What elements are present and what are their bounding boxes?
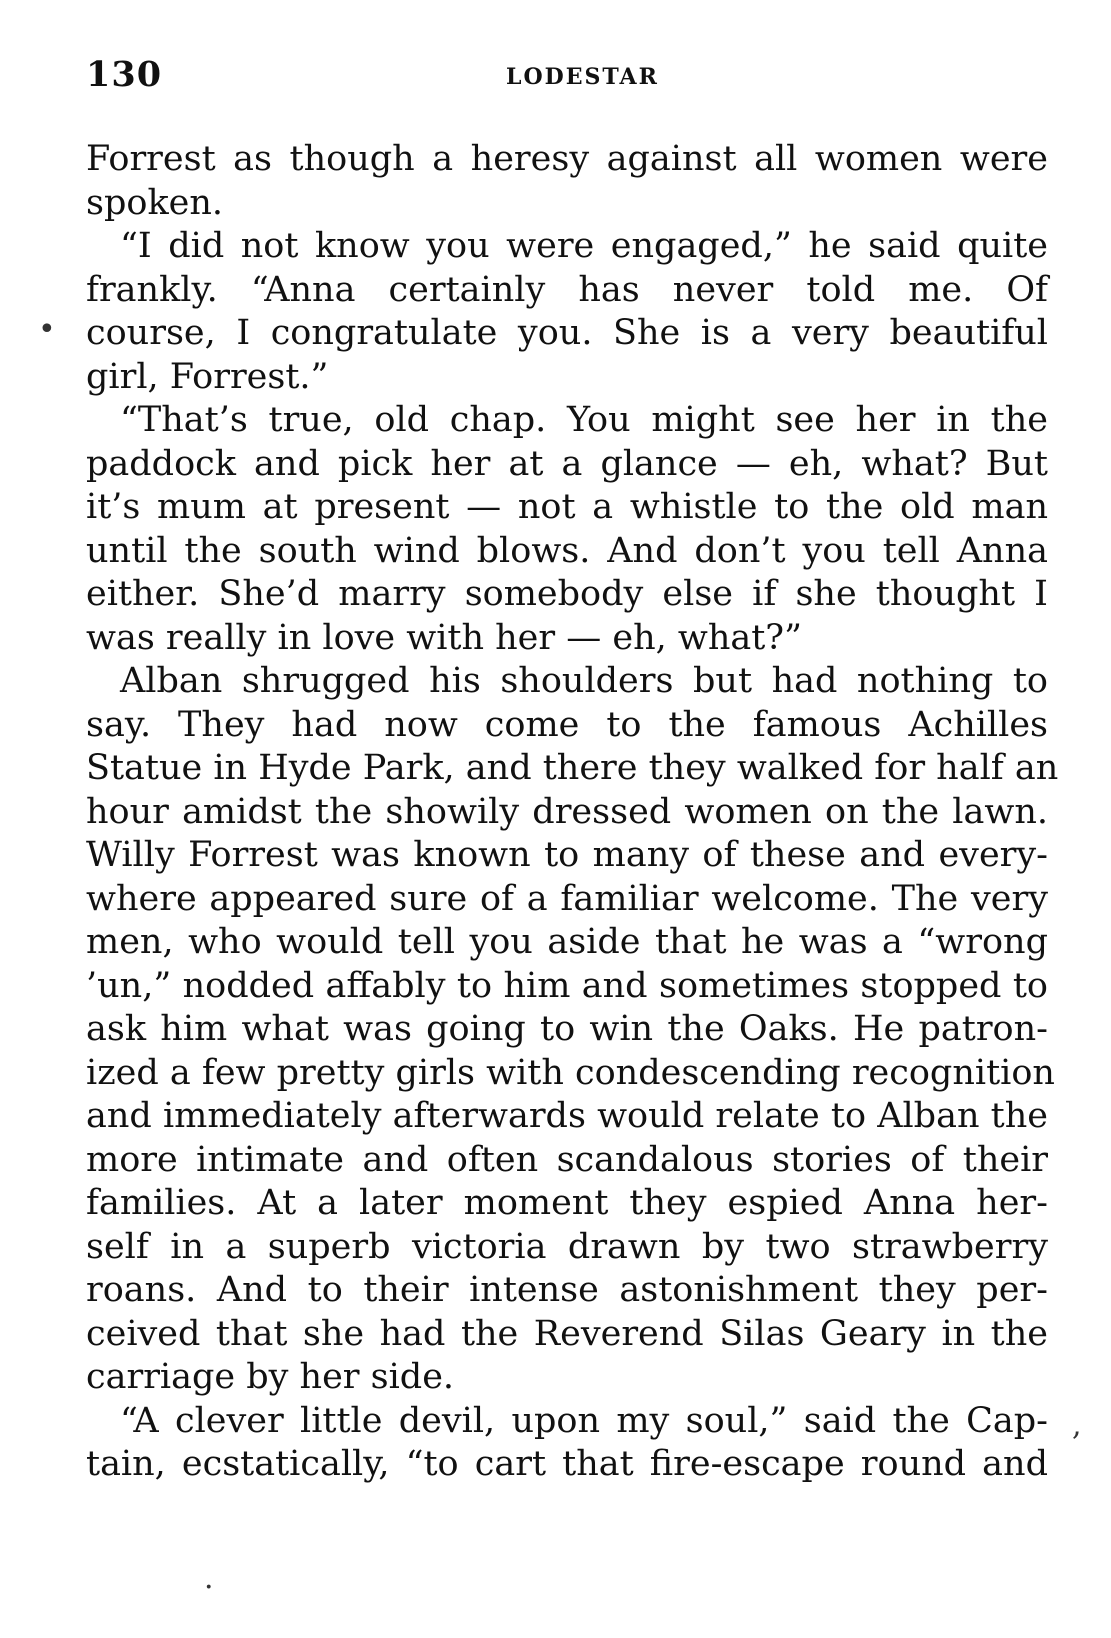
text-line: families. At a later moment they espied Anna her- (86, 1183, 1048, 1223)
margin-speck-right: , (1072, 1408, 1082, 1443)
text-line: Willy Forrest was known to many of these and every- (86, 835, 1048, 875)
text-line: more intimate and often scandalous stories of their (86, 1139, 1048, 1180)
text-line: men, who would tell you aside that he was a “wrong (86, 922, 1048, 962)
text-line: girl, Forrest.” (86, 356, 329, 397)
text-line: frankly. “Anna certainly has never told me. Of (86, 269, 1048, 310)
text-line: tain, ecstatically, “to cart that fire-escape round and (86, 1444, 1048, 1484)
running-title: LODESTAR (506, 64, 659, 90)
text-line: Alban shrugged his shoulders but had nothing to (120, 661, 1048, 701)
text-line: carriage by her side. (86, 1357, 455, 1397)
text-line: ask him what was going to win the Oaks. He patron- (86, 1009, 1048, 1049)
text-line: ceived that she had the Reverend Silas Geary in the (86, 1313, 1048, 1354)
text-line: roans. And to their intense astonishment they per- (86, 1270, 1048, 1310)
text-line: ized a few pretty girls with condescending recognition (86, 1052, 1055, 1093)
text-line: “That’s true, old chap. You might see her in the (120, 400, 1048, 440)
text-line: “A clever little devil, upon my soul,” said the Cap- (120, 1400, 1048, 1441)
text-line: paddock and pick her at a glance — eh, what? But (86, 443, 1048, 484)
text-line: Statue in Hyde Park, and there they walked for half an (86, 748, 1059, 788)
page-number: 130 (86, 54, 163, 95)
text-line: where appeared sure of a familiar welcome. The very (86, 878, 1048, 919)
text-line: “I did not know you were engaged,” he said quite (120, 226, 1048, 266)
text-line: Forrest as though a heresy against all women were (86, 139, 1048, 179)
text-line: ’un,” nodded affably to him and sometimes stopped to (86, 965, 1048, 1006)
body-text (86, 138, 1059, 1487)
text-line: was really in love with her — eh, what?” (86, 617, 802, 658)
margin-speck-bottom: · (204, 1570, 214, 1605)
text-line: self in a superb victoria drawn by two strawberry (86, 1226, 1048, 1267)
text-line: hour amidst the showily dressed women on the lawn. (86, 791, 1048, 832)
text-line: say. They had now come to the famous Achilles (86, 704, 1048, 745)
text-line: either. She’d marry somebody else if she thought I (86, 574, 1048, 614)
text-line: and immediately afterwards would relate to Alban the (86, 1096, 1048, 1136)
text-line: it’s mum at present — not a whistle to the old man (86, 487, 1048, 527)
text-line: until the south wind blows. And don’t you tell Anna (86, 530, 1048, 571)
page-header (86, 54, 1046, 104)
margin-speck-left: • (38, 312, 56, 347)
text-line: spoken. (86, 182, 224, 223)
text-line: course, I congratulate you. She is a very beautiful (86, 313, 1048, 353)
